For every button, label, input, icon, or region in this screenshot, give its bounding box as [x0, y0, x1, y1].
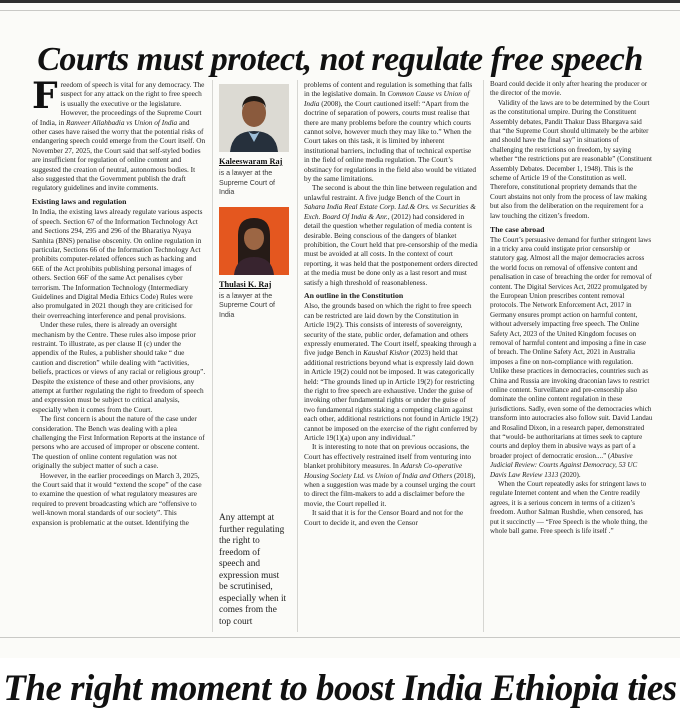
authors-panel	[219, 84, 298, 632]
column-1	[32, 75, 206, 527]
top-rule	[0, 10, 680, 11]
article-paragraph: Validity of the laws are to be determined by the Court as the constitutional umpire. During the Constituent Assembly debates, Pandit Thakur Dass Bhargava said that “the Supreme Court should ultimately be the arbiter and should have the final say” in situations of challenging the restrictions on freedom, by saying whether “the restrictions put are reasonable” (Constituent Assembly Debates. December 1, 1948). This is the scheme of Article 19 of the Constitution as well. Therefore, constitutional propriety demands that the Court abstains not only from the process of law making but also from the deliberation on the requirement for a law touching the citizen’s freedom.	[490, 98, 653, 220]
article-paragraph: The second is about the thin line between regulation and unlawful restraint. A five judge Bench of the Court in Sahara India Real Estate Corp. Ltd.& Ors. vs Securities & Exch. Board Of India & Anr., (2012) had considered in detail the question whether regulation of media content is desirable. Being conscious of the dangers of blanket prohibition, the Court held that pre-censorship of the media must be avoided at all costs. In the context of court reporting, it was held that the postponement orders directed at the media must be done only as a last resort and must satisfy a high threshold of reasonableness.	[304, 183, 478, 287]
section-heading: An outline in the Constitution	[304, 290, 404, 300]
column-divider	[483, 80, 484, 632]
article-paragraph: The Court’s persuasive demand for further stringent laws in a tricky area could instigate prior censorship or statutory gag. Almost all the major democracies across the world focus on removal of offensive content and penalisation in case of breaching the order for removal of content. The Digital Services Act, 2022 promulgated by the European Union prescribes content removal protocols. The Network Enforcement Act, 2017 in Germany ensures prompt action on harmful content, without adversely impacting free speech. The Online Safety Act, 2023 of the United Kingdom focuses on removal of harmful content and imposing a fine in case of breach. The Online Safety Act, 2021 in Australia imposes a fine on non-compliance with regulation. Unlike these practices in democracies, countries such as China and Russia are invoking draconian laws to restrict online content. Surveillance and pre-censorship also dominate the online content regulation in these jurisdictions. Sadly, even some of the democracies which transform into autocracies also follow suit. David Landau and Rosalind Dixon, in a research paper, demonstrated that “would- be authoritarians at times seek to capture courts and deploy them in abusive ways as part of a broader project of democratic erosion....” (Abusive Judicial Review: Courts Against Democracy, 53 UC Davis Law Review 1313 (2020).	[490, 235, 653, 479]
article-paragraph: Also, the grounds based on which the right to free speech can be restricted are laid down by the Constitution in Article 19(2). This consists of interests of sovereignty, security of the state, public order, defamation and others expressly enumerated. The Court itself, speaking through a five judge Bench in Kaushal Kishor (2023) held that additional restrictions beyond what is expressly laid down in Article 19(2) could not be imposed. It was categorically held: “The grounds lined up in Article 19(2) for restricting the right to free speech are exhaustive. Under the guise of invoking other fundamental rights or under the guise of two fundamental rights staking a competing claim against each other, additional restrictions not found in Article 19(2) cannot be imposed on the exercise of the right conferred by Article 19(1)(a) upon any individual.”	[304, 301, 478, 443]
pull-quote: Any attempt at further regulating the right to freedom of speech and expression must be scrutinised, especially when it comes from the top court	[219, 513, 287, 627]
author-name[interactable]: Thulasi K. Raj	[219, 279, 272, 289]
thulasi-k-raj-portrait-photo	[219, 207, 289, 275]
next-article-headline[interactable]: The right moment to boost India Ethiopia ties	[3, 667, 677, 709]
bottom-rule	[0, 637, 680, 638]
author-card	[219, 84, 298, 198]
article-paragraph: The first concern is about the nature of the case under consideration. The Bench was dealing with a plea challenging the First Information Reports at the instance of persons who are accused of improper or obscene content. The question of online content regulation was not originally the subject matter of such a case.	[32, 414, 205, 471]
column-divider	[212, 80, 213, 632]
column-4	[490, 80, 653, 537]
column-3	[304, 80, 478, 527]
drop-cap: F	[32, 75, 58, 117]
author-name[interactable]: Kaleeswaram Raj	[219, 157, 283, 166]
author-bio: is a lawyer at the Supreme Court of India	[219, 169, 275, 197]
kaleeswaram-raj-portrait-photo	[219, 84, 289, 152]
section-heading: Existing laws and regulation	[32, 196, 127, 206]
article-paragraph: However, in the earlier proceedings on March 3, 2025, the Court said that it would “extend the scope” of the case to examine the question of what regulatory measures are required to prevent broadcasting which are “offensive to well-known moral standards of our society”. This expansion is problematic at the outset. Identifying the	[32, 470, 202, 527]
article-paragraph: When the Court repeatedly asks for stringent laws to regulate Internet content and when the Centre readily agrees, it is a serious concern in terms of a citizen’s freedom. Author Salman Rushdie, when censored, has put it succinctly — “Free Speech is the whole thing, the whole ball game. Free speech is life itself .”	[490, 480, 648, 536]
author-bio: is a lawyer at the Supreme Court of India	[219, 291, 275, 319]
column-divider	[297, 80, 298, 632]
article-paragraph: In India, the existing laws already regulate various aspects of speech. Section 67 of the Information Technology Act and Sections 294, 295 and 296 of the Bharatiya Nyaya Sanhita (BNS) penalise obscenity. On online regulation in particular, Sections 66 of the Information Technology Act prohibits computer-related offences such as hacking and 66E of the Act prohibits publishing personal images of others. Section 66F of the same Act penalises cyber terrorism. The Information Technology (Intermediary Guidelines and Digital Media Ethics Code) Rules were also promulgated in 2021 though they are criticised for their overreaching interference and penal provisions.	[32, 207, 203, 320]
article-paragraph: Freedom of speech is vital for any democracy. The suspect for any attack on the right to free speech is usually the executive or the legislature. However, the proceedings of the Supreme Court of India, in Ranveer Allahbadia vs Union of India and other cases have raised the worry that the potential risks of endangering speech could emerge from the Court itself. On November 27, 2025, the Court said that self-styled bodies are insufficient for regulation of online content and suggested the creation of neutral, autonomous bodies. It also suggested that the Government publish the draft regulatory guidelines and invite comments.	[32, 75, 206, 193]
article-paragraph: Under these rules, there is already an oversight mechanism by the Centre. These rules also impose prior restraint. To illustrate, as per clause II (c) under the appendix of the Rules, a publisher should take “ due caution and discretion” while dealing with “activities, beliefs, practices or views of any racial or religious group”. Despite the existence of these and other provisions, any attempt at further regulating the right to freedom of speech and expression must be subject to critical analysis, especially when it comes from the Court.	[32, 320, 206, 414]
article-paragraph: Board could decide it only after hearing the producer or the director of the movie.	[490, 80, 648, 98]
article-paragraph: It is interesting to note that on previous occasions, the Court has effectively restrained itself from venturing into blanket prohibitory measures. In Adarsh Co-operative Housing Society Ltd. vs Union of India and Others (2018), when a suggestion was made by a counsel urging the court to direct the film-makers to add a disclaimer before the movie, the Court repelled it.	[304, 442, 476, 508]
article-headline[interactable]: Courts must protect, not regulate free speech	[37, 40, 643, 78]
article-paragraph: problems of content and regulation is something that falls in the legislative domain. In Common Cause vs Union of India (2008), the Court cautioned itself: “Apart from the doctrine of separation of powers, courts must realise that there are many problems before the country which courts cannot solve, however much they may like to.” When the Court takes on this task, it is limited by inherent institutional barriers, including that of technical expertise in the field of online media regulation. The Court’s obstinacy for regulations in the field also would be vitiated by the same limitations.	[304, 80, 477, 184]
section-heading: The case abroad	[490, 225, 545, 235]
author-card	[219, 207, 298, 321]
article-paragraph: It said that it is for the Censor Board and not for the Court to decide it, and even the Censor	[304, 508, 464, 527]
top-edge-bar	[0, 0, 680, 3]
